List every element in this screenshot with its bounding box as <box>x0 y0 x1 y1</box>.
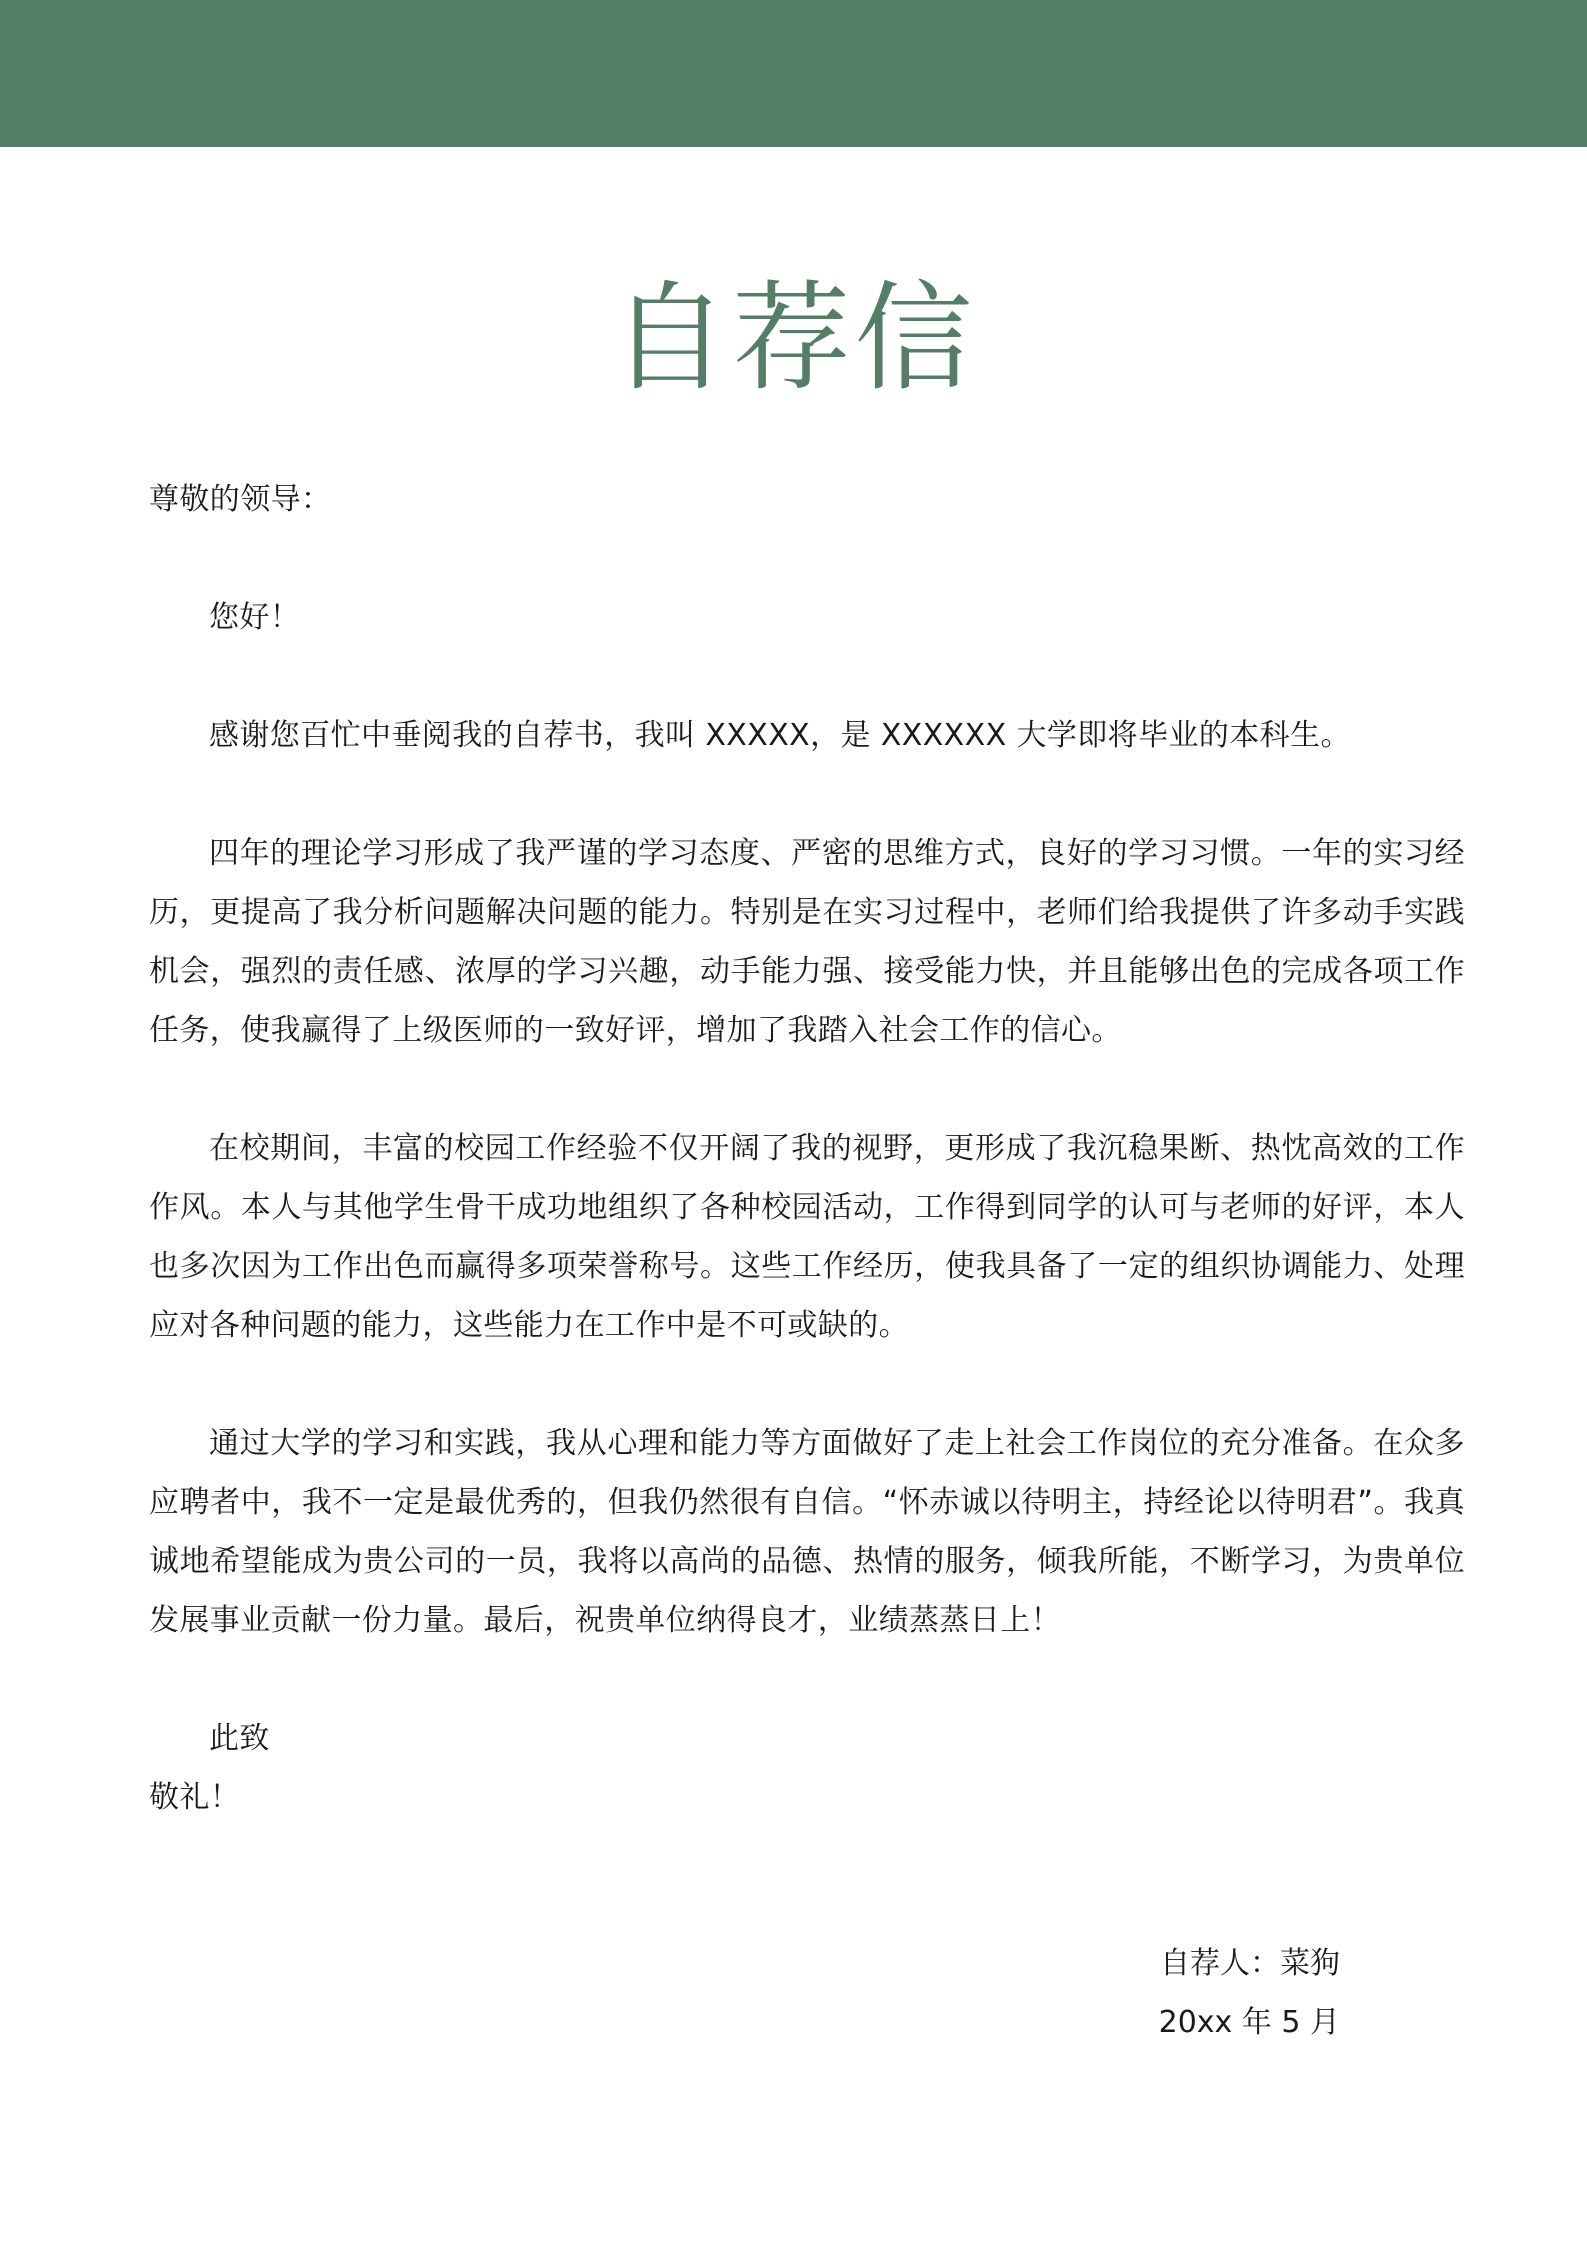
salutation: 尊敬的领导： <box>149 482 332 517</box>
letter-date: 20xx 年 5 月 <box>1158 2005 1340 2040</box>
signer-name: 自荐人：菜狗 <box>1160 1946 1340 1981</box>
paragraph-study: 四年的理论学习形成了我严谨的学习态度、严密的思维方式，良好的学习习惯。一年的实习经历，更提高了我分析问题解决问题的能力。特别是在实习过程中，老师们给我提供了许多动手实践机会，强烈的责任感、浓厚的学习兴趣，动手能力强、接受能力快，并且能够出色的完成各项工作任务，使我赢得了上级医师的一致好评，增加了我踏入社会工作的信心。 <box>149 836 1465 1048</box>
letter-body <box>149 470 1465 1827</box>
paragraph-intro: 感谢您百忙中垂阅我的自荐书，我叫 XXXXX，是 XXXXXX 大学即将毕业的本科生。 <box>209 718 1351 753</box>
signature-block <box>1080 1934 1340 2052</box>
document-title: 自荐信 <box>610 269 977 407</box>
header-color-band <box>0 0 1587 147</box>
closing-phrase: 此致 <box>209 1721 270 1756</box>
closing-regards: 敬礼！ <box>149 1780 241 1815</box>
paragraph-campus: 在校期间，丰富的校园工作经验不仅开阔了我的视野，更形成了我沉稳果断、热忱高效的工作作风。本人与其他学生骨干成功地组织了各种校园活动，工作得到同学的认可与老师的好评，本人也多次因为工作出色而赢得多项荣誉称号。这些工作经历，使我具备了一定的组织协调能力、处理应对各种问题的能力，这些能力在工作中是不可或缺的。 <box>149 1131 1465 1343</box>
greeting: 您好！ <box>209 600 301 635</box>
paragraph-conclusion: 通过大学的学习和实践，我从心理和能力等方面做好了走上社会工作岗位的充分准备。在众多应聘者中，我不一定是最优秀的，但我仍然很有自信。“怀赤诚以待明主，持经论以待明君”。我真诚地希望能成为贵公司的一员，我将以高尚的品德、热情的服务，倾我所能，不断学习，为贵单位发展事业贡献一份力量。最后，祝贵单位纳得良才，业绩蒸蒸日上！ <box>149 1426 1465 1638</box>
